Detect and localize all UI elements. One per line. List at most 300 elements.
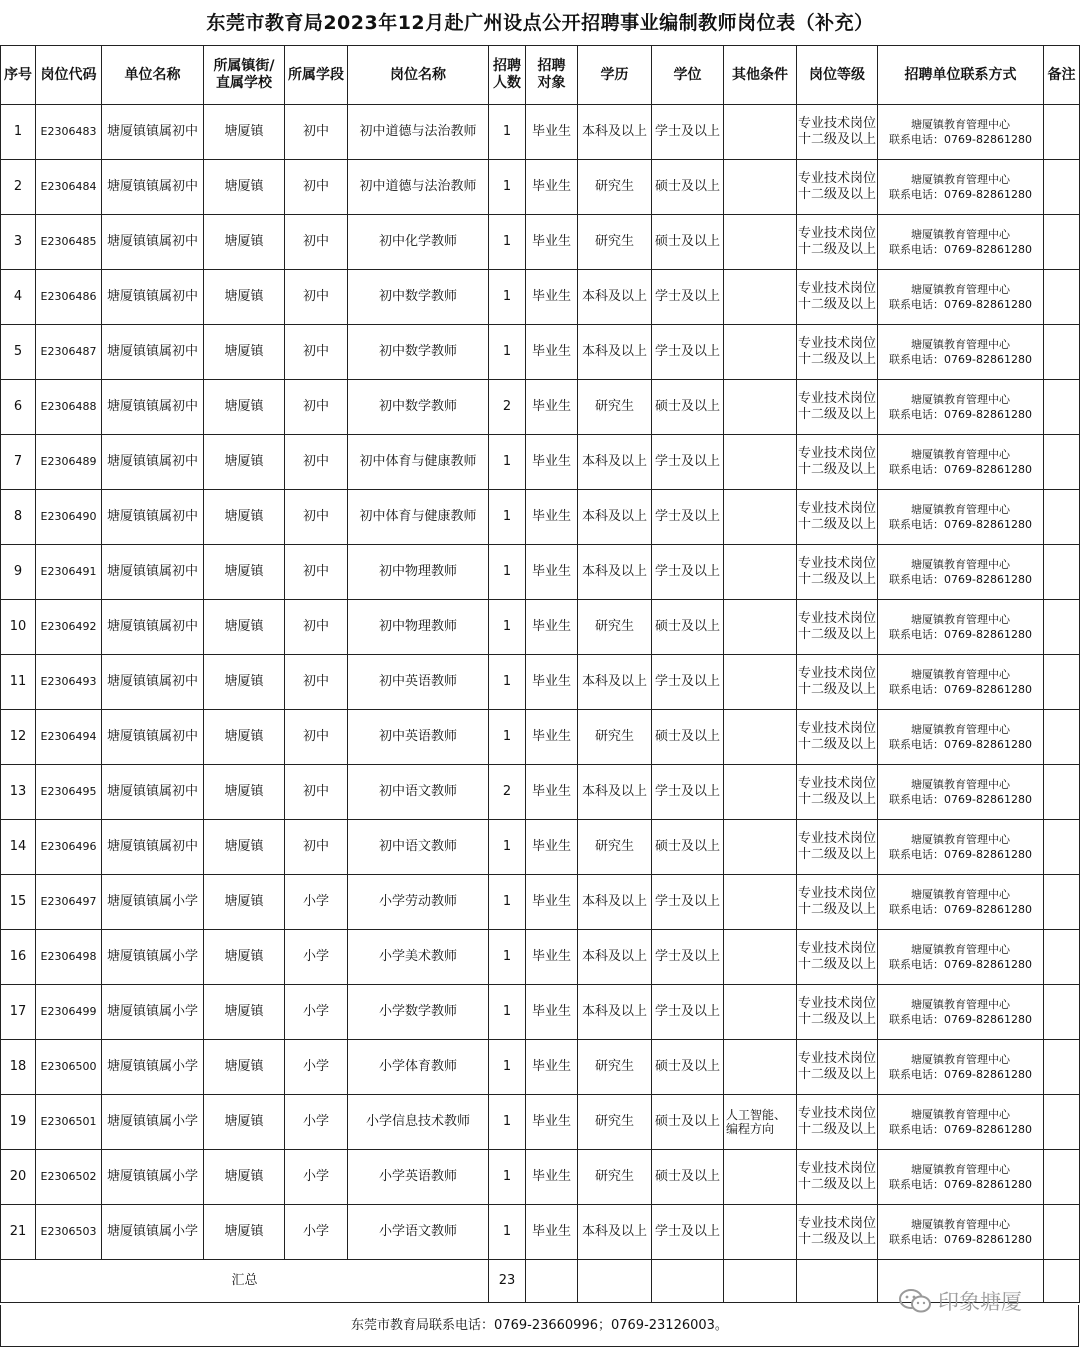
hire-count-cell: 1 <box>489 545 526 600</box>
post-name-cell: 初中体育与健康教师 <box>348 490 489 545</box>
column-header: 学历 <box>578 46 652 105</box>
table-row <box>1 1205 1080 1260</box>
unit-name-cell: 塘厦镇镇属初中 <box>102 435 204 490</box>
contact-cell <box>878 655 1044 710</box>
post-grade-cell: 专业技术岗位十二级及以上 <box>797 875 878 930</box>
remark-cell <box>1044 545 1080 600</box>
education-cell: 本科及以上 <box>578 1205 652 1260</box>
remark-cell <box>1044 820 1080 875</box>
education-cell: 研究生 <box>578 380 652 435</box>
post-name-cell: 小学语文教师 <box>348 1205 489 1260</box>
hire-count-cell: 1 <box>489 160 526 215</box>
hire-count-cell: 1 <box>489 820 526 875</box>
other-conditions-cell <box>724 1150 797 1205</box>
hire-target-cell: 毕业生 <box>526 1150 578 1205</box>
contact-cell <box>878 105 1044 160</box>
positions-table <box>0 45 1080 1303</box>
empty-cell <box>526 1260 578 1303</box>
school-stage-cell: 小学 <box>285 1150 348 1205</box>
education-cell: 本科及以上 <box>578 655 652 710</box>
unit-name-cell: 塘厦镇镇属初中 <box>102 490 204 545</box>
remark-cell <box>1044 325 1080 380</box>
town-cell: 塘厦镇 <box>204 325 285 380</box>
degree-cell: 学士及以上 <box>652 105 724 160</box>
row-number-cell: 18 <box>1 1040 36 1095</box>
contact-cell <box>878 160 1044 215</box>
contact-phone: 联系电话：0769-82861280 <box>889 243 1032 256</box>
education-cell: 研究生 <box>578 1095 652 1150</box>
post-code-cell: E2306490 <box>36 490 102 545</box>
degree-cell: 学士及以上 <box>652 765 724 820</box>
remark-cell <box>1044 160 1080 215</box>
contact-cell <box>878 875 1044 930</box>
contact-phone: 联系电话：0769-82861280 <box>889 408 1032 421</box>
other-conditions-cell <box>724 875 797 930</box>
post-grade-cell: 专业技术岗位十二级及以上 <box>797 1040 878 1095</box>
table-row <box>1 380 1080 435</box>
contact-phone: 联系电话：0769-82861280 <box>889 683 1032 696</box>
contact-org: 塘厦镇教育管理中心 <box>911 778 1010 791</box>
watermark-text: 印象塘厦 <box>938 1290 1022 1314</box>
degree-cell: 学士及以上 <box>652 490 724 545</box>
hire-target-cell: 毕业生 <box>526 1205 578 1260</box>
contact-phone: 联系电话：0769-82861280 <box>889 903 1032 916</box>
hire-count-cell: 1 <box>489 600 526 655</box>
table-row <box>1 1150 1080 1205</box>
other-conditions-cell <box>724 820 797 875</box>
contact-org: 塘厦镇教育管理中心 <box>911 668 1010 681</box>
education-cell: 本科及以上 <box>578 105 652 160</box>
hire-target-cell: 毕业生 <box>526 490 578 545</box>
column-header: 序号 <box>1 46 36 105</box>
post-name-cell: 初中数学教师 <box>348 325 489 380</box>
post-code-cell: E2306495 <box>36 765 102 820</box>
school-stage-cell: 小学 <box>285 1095 348 1150</box>
page-title: 东莞市教育局2023年12月赴广州设点公开招聘事业编制教师岗位表（补充） <box>206 12 874 34</box>
table-header-row <box>1 46 1080 105</box>
contact-org: 塘厦镇教育管理中心 <box>911 833 1010 846</box>
degree-cell: 硕士及以上 <box>652 600 724 655</box>
column-header: 其他条件 <box>724 46 797 105</box>
degree-cell: 硕士及以上 <box>652 1040 724 1095</box>
other-conditions-cell <box>724 1205 797 1260</box>
town-cell: 塘厦镇 <box>204 490 285 545</box>
post-code-cell: E2306489 <box>36 435 102 490</box>
row-number-cell: 4 <box>1 270 36 325</box>
contact-phone: 联系电话：0769-82861280 <box>889 573 1032 586</box>
education-cell: 本科及以上 <box>578 545 652 600</box>
degree-cell: 学士及以上 <box>652 1205 724 1260</box>
post-grade-cell: 专业技术岗位十二级及以上 <box>797 545 878 600</box>
contact-org: 塘厦镇教育管理中心 <box>911 1053 1010 1066</box>
school-stage-cell: 初中 <box>285 655 348 710</box>
unit-name-cell: 塘厦镇镇属初中 <box>102 105 204 160</box>
post-grade-cell: 专业技术岗位十二级及以上 <box>797 215 878 270</box>
hire-count-cell: 1 <box>489 985 526 1040</box>
table-row <box>1 930 1080 985</box>
column-header: 单位名称 <box>102 46 204 105</box>
other-conditions-cell <box>724 710 797 765</box>
contact-phone: 联系电话：0769-82861280 <box>889 848 1032 861</box>
town-cell: 塘厦镇 <box>204 600 285 655</box>
other-conditions-cell <box>724 270 797 325</box>
remark-cell <box>1044 215 1080 270</box>
hire-count-cell: 1 <box>489 1150 526 1205</box>
school-stage-cell: 初中 <box>285 380 348 435</box>
contact-cell <box>878 985 1044 1040</box>
hire-count-cell: 1 <box>489 1040 526 1095</box>
hire-target-cell: 毕业生 <box>526 545 578 600</box>
post-name-cell: 初中体育与健康教师 <box>348 435 489 490</box>
town-cell: 塘厦镇 <box>204 160 285 215</box>
wechat-icon <box>898 1288 932 1314</box>
empty-cell <box>797 1260 878 1303</box>
education-cell: 研究生 <box>578 1040 652 1095</box>
contact-phone: 联系电话：0769-82861280 <box>889 1013 1032 1026</box>
row-number-cell: 7 <box>1 435 36 490</box>
town-cell: 塘厦镇 <box>204 985 285 1040</box>
total-label: 汇总 <box>1 1260 489 1303</box>
empty-cell <box>1044 1260 1080 1303</box>
contact-cell <box>878 1205 1044 1260</box>
post-grade-cell: 专业技术岗位十二级及以上 <box>797 1150 878 1205</box>
unit-name-cell: 塘厦镇镇属小学 <box>102 985 204 1040</box>
remark-cell <box>1044 765 1080 820</box>
post-code-cell: E2306500 <box>36 1040 102 1095</box>
table-body <box>1 105 1080 1303</box>
remark-cell <box>1044 435 1080 490</box>
unit-name-cell: 塘厦镇镇属小学 <box>102 875 204 930</box>
hire-target-cell: 毕业生 <box>526 435 578 490</box>
post-code-cell: E2306484 <box>36 160 102 215</box>
post-grade-cell: 专业技术岗位十二级及以上 <box>797 820 878 875</box>
hire-target-cell: 毕业生 <box>526 380 578 435</box>
town-cell: 塘厦镇 <box>204 1095 285 1150</box>
contact-org: 塘厦镇教育管理中心 <box>911 943 1010 956</box>
unit-name-cell: 塘厦镇镇属小学 <box>102 1205 204 1260</box>
post-grade-cell: 专业技术岗位十二级及以上 <box>797 710 878 765</box>
post-name-cell: 初中语文教师 <box>348 765 489 820</box>
table-row <box>1 215 1080 270</box>
post-grade-cell: 专业技术岗位十二级及以上 <box>797 435 878 490</box>
remark-cell <box>1044 875 1080 930</box>
education-cell: 本科及以上 <box>578 985 652 1040</box>
education-cell: 本科及以上 <box>578 765 652 820</box>
post-grade-cell: 专业技术岗位十二级及以上 <box>797 490 878 545</box>
unit-name-cell: 塘厦镇镇属小学 <box>102 1095 204 1150</box>
school-stage-cell: 初中 <box>285 820 348 875</box>
unit-name-cell: 塘厦镇镇属小学 <box>102 930 204 985</box>
contact-org: 塘厦镇教育管理中心 <box>911 1218 1010 1231</box>
row-number-cell: 10 <box>1 600 36 655</box>
education-cell: 研究生 <box>578 600 652 655</box>
column-header: 学位 <box>652 46 724 105</box>
other-conditions-cell <box>724 160 797 215</box>
degree-cell: 硕士及以上 <box>652 380 724 435</box>
contact-cell <box>878 435 1044 490</box>
table-row <box>1 820 1080 875</box>
hire-target-cell: 毕业生 <box>526 1040 578 1095</box>
post-grade-cell: 专业技术岗位十二级及以上 <box>797 160 878 215</box>
row-number-cell: 21 <box>1 1205 36 1260</box>
contact-phone: 联系电话：0769-82861280 <box>889 188 1032 201</box>
unit-name-cell: 塘厦镇镇属小学 <box>102 1040 204 1095</box>
table-row <box>1 1095 1080 1150</box>
table-row <box>1 1040 1080 1095</box>
post-code-cell: E2306497 <box>36 875 102 930</box>
hire-count-cell: 2 <box>489 380 526 435</box>
remark-cell <box>1044 490 1080 545</box>
town-cell: 塘厦镇 <box>204 820 285 875</box>
contact-phone: 联系电话：0769-82861280 <box>889 1233 1032 1246</box>
other-conditions-cell <box>724 1040 797 1095</box>
table-row <box>1 985 1080 1040</box>
unit-name-cell: 塘厦镇镇属初中 <box>102 765 204 820</box>
education-cell: 本科及以上 <box>578 930 652 985</box>
hire-count-cell: 1 <box>489 710 526 765</box>
column-header: 招聘 对象 <box>526 46 578 105</box>
unit-name-cell: 塘厦镇镇属初中 <box>102 270 204 325</box>
table-row <box>1 765 1080 820</box>
hire-target-cell: 毕业生 <box>526 710 578 765</box>
school-stage-cell: 小学 <box>285 930 348 985</box>
row-number-cell: 6 <box>1 380 36 435</box>
post-name-cell: 小学数学教师 <box>348 985 489 1040</box>
column-header: 招聘 人数 <box>489 46 526 105</box>
remark-cell <box>1044 600 1080 655</box>
contact-cell <box>878 710 1044 765</box>
remark-cell <box>1044 270 1080 325</box>
contact-cell <box>878 270 1044 325</box>
post-code-cell: E2306483 <box>36 105 102 160</box>
post-name-cell: 小学信息技术教师 <box>348 1095 489 1150</box>
row-number-cell: 5 <box>1 325 36 380</box>
table-row <box>1 270 1080 325</box>
contact-phone: 联系电话：0769-82861280 <box>889 1068 1032 1081</box>
contact-org: 塘厦镇教育管理中心 <box>911 723 1010 736</box>
contact-cell <box>878 490 1044 545</box>
row-number-cell: 13 <box>1 765 36 820</box>
contact-org: 塘厦镇教育管理中心 <box>911 393 1010 406</box>
contact-org: 塘厦镇教育管理中心 <box>911 613 1010 626</box>
town-cell: 塘厦镇 <box>204 765 285 820</box>
row-number-cell: 2 <box>1 160 36 215</box>
town-cell: 塘厦镇 <box>204 1205 285 1260</box>
contact-cell <box>878 1095 1044 1150</box>
hire-target-cell: 毕业生 <box>526 270 578 325</box>
unit-name-cell: 塘厦镇镇属初中 <box>102 600 204 655</box>
column-header: 所属学段 <box>285 46 348 105</box>
hire-target-cell: 毕业生 <box>526 215 578 270</box>
row-number-cell: 15 <box>1 875 36 930</box>
post-grade-cell: 专业技术岗位十二级及以上 <box>797 600 878 655</box>
row-number-cell: 9 <box>1 545 36 600</box>
education-cell: 本科及以上 <box>578 435 652 490</box>
other-conditions-cell <box>724 930 797 985</box>
town-cell: 塘厦镇 <box>204 1040 285 1095</box>
table-row <box>1 875 1080 930</box>
hire-count-cell: 1 <box>489 1205 526 1260</box>
school-stage-cell: 初中 <box>285 490 348 545</box>
remark-cell <box>1044 1150 1080 1205</box>
column-header: 岗位名称 <box>348 46 489 105</box>
hire-target-cell: 毕业生 <box>526 325 578 380</box>
hire-count-cell: 1 <box>489 325 526 380</box>
degree-cell: 硕士及以上 <box>652 820 724 875</box>
school-stage-cell: 初中 <box>285 105 348 160</box>
remark-cell <box>1044 1095 1080 1150</box>
school-stage-cell: 初中 <box>285 215 348 270</box>
unit-name-cell: 塘厦镇镇属初中 <box>102 545 204 600</box>
school-stage-cell: 初中 <box>285 270 348 325</box>
post-name-cell: 初中道德与法治教师 <box>348 160 489 215</box>
degree-cell: 学士及以上 <box>652 435 724 490</box>
contact-org: 塘厦镇教育管理中心 <box>911 448 1010 461</box>
school-stage-cell: 初中 <box>285 600 348 655</box>
school-stage-cell: 初中 <box>285 435 348 490</box>
contact-phone: 联系电话：0769-82861280 <box>889 298 1032 311</box>
contact-org: 塘厦镇教育管理中心 <box>911 558 1010 571</box>
table-row <box>1 710 1080 765</box>
contact-cell <box>878 215 1044 270</box>
contact-org: 塘厦镇教育管理中心 <box>911 1163 1010 1176</box>
contact-cell <box>878 1150 1044 1205</box>
table-row <box>1 435 1080 490</box>
town-cell: 塘厦镇 <box>204 710 285 765</box>
column-header: 岗位代码 <box>36 46 102 105</box>
post-code-cell: E2306491 <box>36 545 102 600</box>
contact-cell <box>878 545 1044 600</box>
unit-name-cell: 塘厦镇镇属初中 <box>102 820 204 875</box>
unit-name-cell: 塘厦镇镇属初中 <box>102 655 204 710</box>
post-code-cell: E2306487 <box>36 325 102 380</box>
row-number-cell: 17 <box>1 985 36 1040</box>
row-number-cell: 1 <box>1 105 36 160</box>
contact-phone: 联系电话：0769-82861280 <box>889 1123 1032 1136</box>
hire-target-cell: 毕业生 <box>526 930 578 985</box>
post-code-cell: E2306493 <box>36 655 102 710</box>
unit-name-cell: 塘厦镇镇属小学 <box>102 1150 204 1205</box>
contact-org: 塘厦镇教育管理中心 <box>911 503 1010 516</box>
post-name-cell: 小学美术教师 <box>348 930 489 985</box>
school-stage-cell: 小学 <box>285 875 348 930</box>
post-code-cell: E2306486 <box>36 270 102 325</box>
empty-cell <box>578 1260 652 1303</box>
post-name-cell: 初中物理教师 <box>348 600 489 655</box>
unit-name-cell: 塘厦镇镇属初中 <box>102 710 204 765</box>
post-grade-cell: 专业技术岗位十二级及以上 <box>797 765 878 820</box>
hire-count-cell: 1 <box>489 435 526 490</box>
remark-cell <box>1044 1205 1080 1260</box>
post-name-cell: 初中物理教师 <box>348 545 489 600</box>
town-cell: 塘厦镇 <box>204 105 285 160</box>
education-cell: 本科及以上 <box>578 270 652 325</box>
table-row <box>1 600 1080 655</box>
town-cell: 塘厦镇 <box>204 215 285 270</box>
town-cell: 塘厦镇 <box>204 655 285 710</box>
row-number-cell: 14 <box>1 820 36 875</box>
degree-cell: 学士及以上 <box>652 985 724 1040</box>
degree-cell: 硕士及以上 <box>652 710 724 765</box>
post-grade-cell: 专业技术岗位十二级及以上 <box>797 325 878 380</box>
degree-cell: 硕士及以上 <box>652 160 724 215</box>
other-conditions-cell <box>724 490 797 545</box>
other-conditions-cell <box>724 765 797 820</box>
remark-cell <box>1044 105 1080 160</box>
post-grade-cell: 专业技术岗位十二级及以上 <box>797 105 878 160</box>
post-code-cell: E2306501 <box>36 1095 102 1150</box>
contact-org: 塘厦镇教育管理中心 <box>911 338 1010 351</box>
post-name-cell: 小学英语教师 <box>348 1150 489 1205</box>
post-name-cell: 初中英语教师 <box>348 655 489 710</box>
contact-cell <box>878 820 1044 875</box>
post-name-cell: 初中数学教师 <box>348 270 489 325</box>
row-number-cell: 11 <box>1 655 36 710</box>
contact-org: 塘厦镇教育管理中心 <box>911 888 1010 901</box>
degree-cell: 硕士及以上 <box>652 215 724 270</box>
contact-phone: 联系电话：0769-82861280 <box>889 353 1032 366</box>
education-cell: 研究生 <box>578 820 652 875</box>
row-number-cell: 20 <box>1 1150 36 1205</box>
table-row <box>1 490 1080 545</box>
hire-target-cell: 毕业生 <box>526 820 578 875</box>
hire-count-cell: 1 <box>489 875 526 930</box>
remark-cell <box>1044 655 1080 710</box>
hire-target-cell: 毕业生 <box>526 1095 578 1150</box>
school-stage-cell: 小学 <box>285 1040 348 1095</box>
education-cell: 本科及以上 <box>578 875 652 930</box>
post-grade-cell: 专业技术岗位十二级及以上 <box>797 1205 878 1260</box>
hire-count-cell: 1 <box>489 215 526 270</box>
post-code-cell: E2306498 <box>36 930 102 985</box>
contact-org: 塘厦镇教育管理中心 <box>911 1108 1010 1121</box>
contact-phone: 联系电话：0769-82861280 <box>889 958 1032 971</box>
post-name-cell: 初中数学教师 <box>348 380 489 435</box>
other-conditions-cell <box>724 985 797 1040</box>
degree-cell: 硕士及以上 <box>652 1095 724 1150</box>
row-number-cell: 12 <box>1 710 36 765</box>
hire-target-cell: 毕业生 <box>526 160 578 215</box>
post-code-cell: E2306499 <box>36 985 102 1040</box>
contact-cell <box>878 380 1044 435</box>
hire-count-cell: 1 <box>489 105 526 160</box>
row-number-cell: 16 <box>1 930 36 985</box>
town-cell: 塘厦镇 <box>204 435 285 490</box>
degree-cell: 学士及以上 <box>652 655 724 710</box>
education-cell: 研究生 <box>578 215 652 270</box>
table-row <box>1 655 1080 710</box>
contact-phone: 联系电话：0769-82861280 <box>889 628 1032 641</box>
town-cell: 塘厦镇 <box>204 270 285 325</box>
row-number-cell: 3 <box>1 215 36 270</box>
post-code-cell: E2306503 <box>36 1205 102 1260</box>
other-conditions-cell <box>724 105 797 160</box>
contact-org: 塘厦镇教育管理中心 <box>911 283 1010 296</box>
unit-name-cell: 塘厦镇镇属初中 <box>102 380 204 435</box>
contact-cell <box>878 930 1044 985</box>
post-name-cell: 初中英语教师 <box>348 710 489 765</box>
hire-count-cell: 1 <box>489 930 526 985</box>
post-code-cell: E2306494 <box>36 710 102 765</box>
column-header: 所属镇街/ 直属学校 <box>204 46 285 105</box>
column-header: 备注 <box>1044 46 1080 105</box>
table-row <box>1 160 1080 215</box>
row-number-cell: 19 <box>1 1095 36 1150</box>
other-conditions-cell <box>724 380 797 435</box>
post-code-cell: E2306485 <box>36 215 102 270</box>
contact-phone: 联系电话：0769-82861280 <box>889 793 1032 806</box>
other-conditions-cell <box>724 325 797 380</box>
